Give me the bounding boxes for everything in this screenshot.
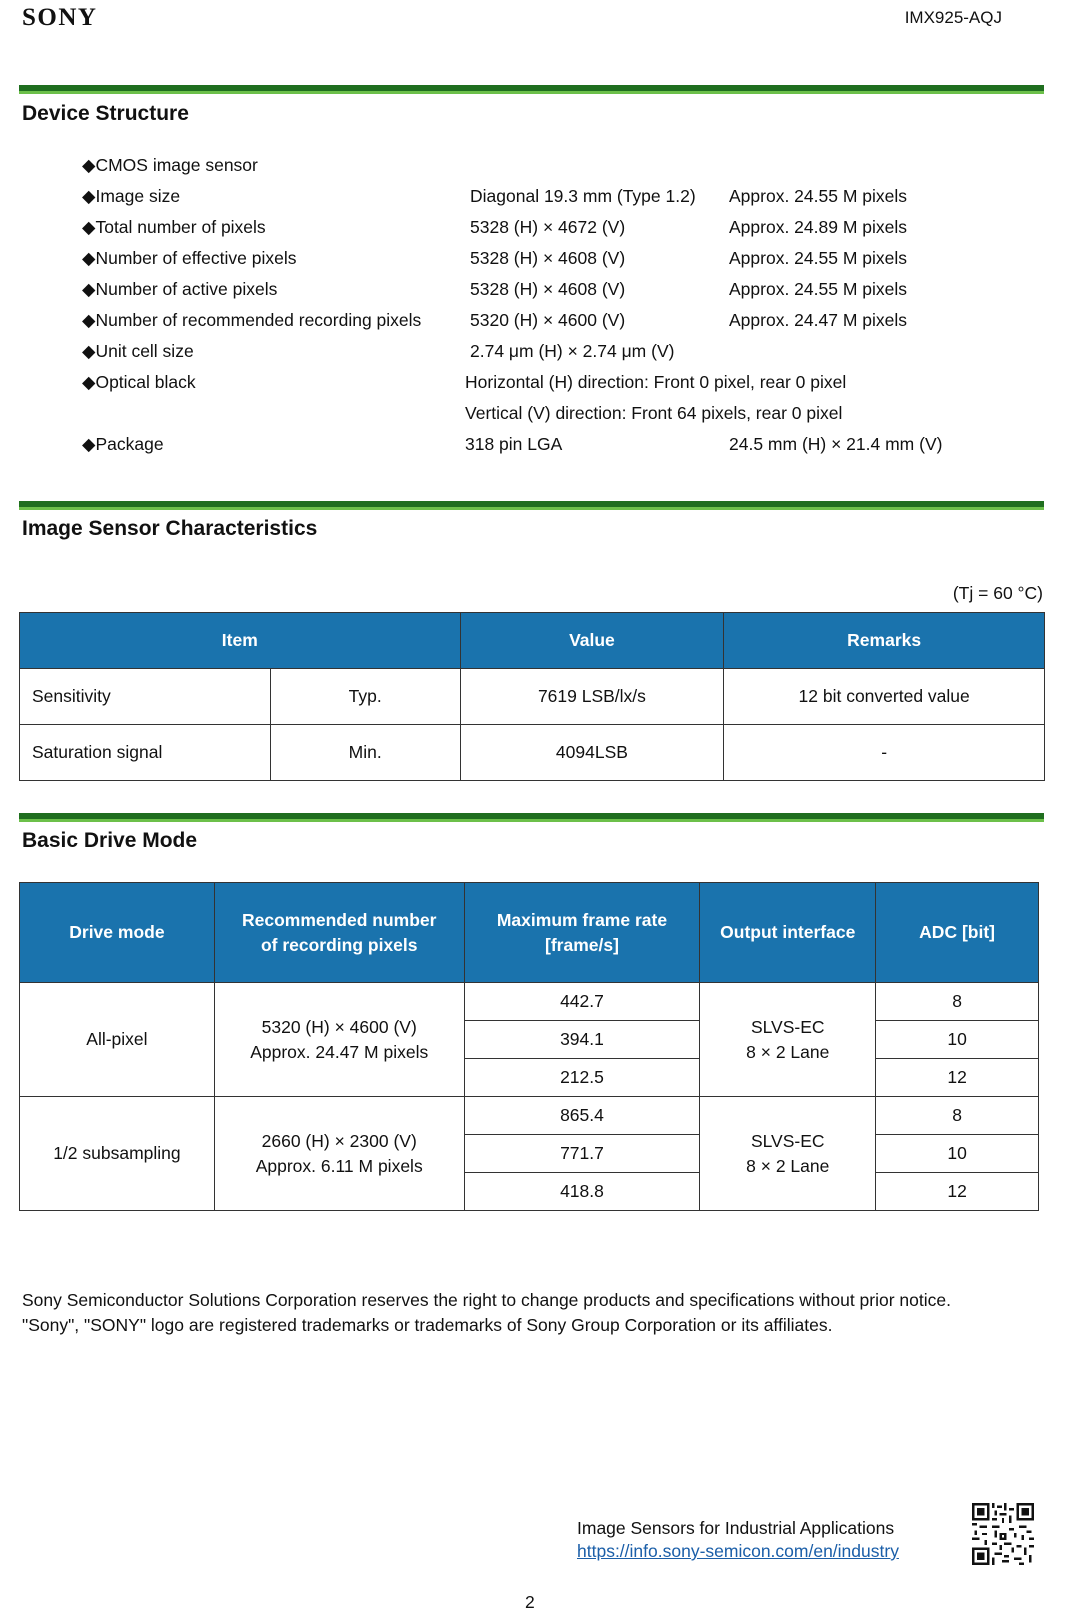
spec-row xyxy=(0,217,1080,247)
adc-bits: 12 xyxy=(876,1059,1039,1097)
item-qualifier: Typ. xyxy=(270,669,460,725)
spec-label: ◆Number of active pixels xyxy=(82,279,278,299)
frame-rate: 771.7 xyxy=(464,1135,700,1173)
drive-mode-name: 1/2 subsampling xyxy=(20,1097,215,1211)
item-remarks: - xyxy=(724,725,1045,781)
spec-row xyxy=(0,372,1080,402)
spec-label: ◆Number of effective pixels xyxy=(82,248,297,268)
notice-line: Sony Semiconductor Solutions Corporation reserves the right to change products and specifications without prior notice. xyxy=(22,1290,951,1310)
drive-mode-name: All-pixel xyxy=(20,983,215,1097)
output-interface xyxy=(700,1097,876,1211)
table-row xyxy=(20,1097,1039,1135)
interface-lanes: 8 × 2 Lane xyxy=(746,1041,830,1062)
sony-logo: SONY xyxy=(22,4,98,31)
spec-row xyxy=(0,248,1080,278)
footer-caption: Image Sensors for Industrial Applications xyxy=(577,1518,895,1538)
section-divider-accent xyxy=(19,91,1044,94)
spec-value: 5328 (H) × 4608 (V) xyxy=(470,248,626,268)
spec-value-approx: Approx. 24.89 M pixels xyxy=(729,217,908,237)
spec-row xyxy=(0,403,1080,433)
spec-value-approx: Approx. 24.55 M pixels xyxy=(729,248,908,268)
column-header-output-interface: Output interface xyxy=(700,883,876,983)
adc-bits: 10 xyxy=(876,1021,1039,1059)
table-row xyxy=(20,983,1039,1021)
recording-pixels xyxy=(214,983,464,1097)
spec-label: ◆CMOS image sensor xyxy=(82,155,258,175)
spec-label: ◆Unit cell size xyxy=(82,341,194,361)
adc-bits: 8 xyxy=(876,1097,1039,1135)
spec-row xyxy=(0,186,1080,216)
item-name: Sensitivity xyxy=(20,669,271,725)
section-divider-accent xyxy=(19,819,1044,822)
table-row xyxy=(20,725,1045,781)
interface-name: SLVS-EC xyxy=(750,1016,825,1037)
spec-value-dimensions: 24.5 mm (H) × 21.4 mm (V) xyxy=(729,434,943,454)
qr-code-icon[interactable] xyxy=(972,1503,1034,1565)
spec-value: Diagonal 19.3 mm (Type 1.2) xyxy=(470,186,696,206)
spec-value-approx: Approx. 24.55 M pixels xyxy=(729,186,908,206)
item-qualifier: Min. xyxy=(270,725,460,781)
spec-label: ◆Number of recommended recording pixels xyxy=(82,310,422,330)
recording-pixels-dimensions: 5320 (H) × 4600 (V) xyxy=(261,1016,417,1037)
spec-value: Vertical (V) direction: Front 64 pixels, rear 0 pixel xyxy=(465,403,843,423)
table-header-row xyxy=(20,883,1039,983)
frame-rate: 442.7 xyxy=(464,983,700,1021)
column-header-value: Value xyxy=(460,613,724,669)
spec-label: ◆Total number of pixels xyxy=(82,217,266,237)
spec-value: 5328 (H) × 4608 (V) xyxy=(470,279,626,299)
item-remarks: 12 bit converted value xyxy=(724,669,1045,725)
document-id: IMX925-AQJ xyxy=(904,8,1002,27)
column-header-recording-pixels xyxy=(214,883,464,983)
section-title-characteristics: Image Sensor Characteristics xyxy=(22,517,318,540)
item-name: Saturation signal xyxy=(20,725,271,781)
spec-value-approx: Approx. 24.55 M pixels xyxy=(729,279,908,299)
spec-value: 5320 (H) × 4600 (V) xyxy=(470,310,626,330)
recording-pixels-approx: Approx. 6.11 M pixels xyxy=(255,1155,423,1176)
spec-label: ◆Package xyxy=(82,434,164,454)
spec-value: Horizontal (H) direction: Front 0 pixel, rear 0 pixel xyxy=(465,372,847,392)
header-line: of recording pixels xyxy=(260,934,418,955)
spec-value: 318 pin LGA xyxy=(465,434,563,454)
spec-row xyxy=(0,279,1080,309)
temperature-condition: (Tj = 60 °C) xyxy=(952,583,1043,603)
legal-notice xyxy=(22,1288,951,1338)
interface-lanes: 8 × 2 Lane xyxy=(746,1155,830,1176)
adc-bits: 12 xyxy=(876,1173,1039,1211)
frame-rate: 394.1 xyxy=(464,1021,700,1059)
recording-pixels xyxy=(214,1097,464,1211)
spec-row xyxy=(0,155,1080,185)
spec-label: ◆Image size xyxy=(82,186,181,206)
spec-label: ◆Optical black xyxy=(82,372,196,392)
section-title-device-structure: Device Structure xyxy=(22,102,189,125)
column-header-frame-rate xyxy=(464,883,700,983)
header-line: [frame/s] xyxy=(545,934,619,955)
column-header-adc: ADC [bit] xyxy=(876,883,1039,983)
adc-bits: 10 xyxy=(876,1135,1039,1173)
spec-row xyxy=(0,341,1080,371)
recording-pixels-approx: Approx. 24.47 M pixels xyxy=(250,1041,429,1062)
spec-row xyxy=(0,434,1080,464)
industry-link[interactable]: https://info.sony-semicon.com/en/industry xyxy=(577,1541,899,1561)
page-number: 2 xyxy=(525,1592,535,1612)
spec-value: 2.74 μm (H) × 2.74 μm (V) xyxy=(470,341,675,361)
spec-value-approx: Approx. 24.47 M pixels xyxy=(729,310,908,330)
header-line: Recommended number xyxy=(241,909,437,930)
characteristics-table xyxy=(19,612,1045,781)
footer xyxy=(577,1517,899,1563)
column-header-item: Item xyxy=(20,613,461,669)
item-value: 7619 LSB/lx/s xyxy=(460,669,724,725)
frame-rate: 212.5 xyxy=(464,1059,700,1097)
frame-rate: 865.4 xyxy=(464,1097,700,1135)
column-header-drive-mode: Drive mode xyxy=(20,883,215,983)
section-title-drive-mode: Basic Drive Mode xyxy=(22,829,198,852)
recording-pixels-dimensions: 2660 (H) × 2300 (V) xyxy=(261,1130,417,1151)
interface-name: SLVS-EC xyxy=(750,1130,825,1151)
frame-rate: 418.8 xyxy=(464,1173,700,1211)
spec-value: 5328 (H) × 4672 (V) xyxy=(470,217,626,237)
spec-row xyxy=(0,310,1080,340)
item-value: 4094LSB xyxy=(460,725,724,781)
adc-bits: 8 xyxy=(876,983,1039,1021)
section-divider-accent xyxy=(19,507,1044,510)
output-interface xyxy=(700,983,876,1097)
table-header-row xyxy=(20,613,1045,669)
table-row xyxy=(20,669,1045,725)
header-line: Maximum frame rate xyxy=(496,909,668,930)
column-header-remarks: Remarks xyxy=(724,613,1045,669)
notice-line: "Sony", "SONY" logo are registered trademarks or trademarks of Sony Group Corporation or its affiliates. xyxy=(22,1315,833,1335)
drive-mode-table xyxy=(19,882,1039,1211)
